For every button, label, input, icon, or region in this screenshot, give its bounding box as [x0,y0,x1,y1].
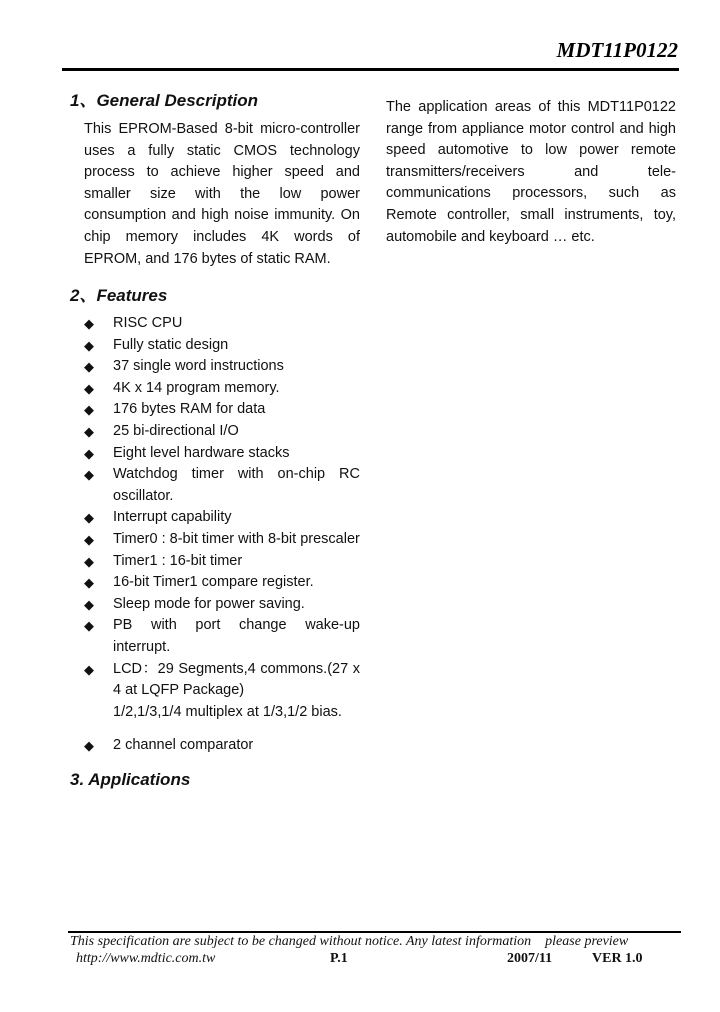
footer-date: 2007/11 [507,951,553,966]
diamond-bullet-icon: ◆ [84,618,94,634]
feature-item: ◆ Timer0 : 8-bit timer with 8-bit prescaler [84,529,360,551]
diamond-bullet-icon: ◆ [84,661,94,677]
feature-item: ◆ PB with port change wake-up interrupt. [84,617,360,655]
diamond-bullet-icon: ◆ [84,738,94,754]
diamond-bullet-icon: ◆ [84,337,94,353]
diamond-bullet-icon: ◆ [84,510,94,526]
footer-rule [68,931,681,933]
feature-item: ◆ 25 bi-directional I/O [84,421,360,443]
diamond-bullet-icon: ◆ [84,531,94,547]
diamond-bullet-icon: ◆ [84,445,94,461]
feature-item: ◆ Eight level hardware stacks [84,443,360,465]
feature-item: ◆ 176 bytes RAM for data [84,399,360,421]
diamond-bullet-icon: ◆ [84,596,94,612]
header-rule [62,68,679,71]
feature-item: ◆ RISC CPU [84,313,360,335]
section-title-features: 2、Features [70,286,168,305]
section-title-general-description: 1、General Description [70,91,259,110]
part-number: MDT11P0122 [556,38,678,62]
feature-item: ◆ Timer1 : 16-bit timer [84,551,360,573]
feature-item: ◆ Interrupt capability [84,507,360,529]
feature-item: ◆ Sleep mode for power saving. [84,594,360,616]
diamond-bullet-icon: ◆ [84,575,94,591]
diamond-bullet-icon: ◆ [84,423,94,439]
diamond-bullet-icon: ◆ [84,553,94,569]
diamond-bullet-icon: ◆ [84,402,94,418]
feature-item: ◆ LCD：29 Segments,4 commons.(27 x 4 at LQFP Package) 1/2,1/3,1/4 multiplex at 1/3,1/2 bias. [84,659,360,724]
feature-item: ◆ Watchdog timer with on-chip RC oscillator. [84,466,360,504]
footer-page-number: P.1 [330,951,348,966]
feature-item: ◆ 2 channel comparator [84,735,360,757]
feature-item-note: 1/2,1/3,1/4 multiplex at 1/3,1/2 bias. [113,703,342,720]
applications-text: The application areas of this MDT11P0122 range from appliance motor control and high speed automotive to low power remote transmitters/receivers and tele-communications processors, such as Remote controller, small instruments, toy, automobile and keyboard … etc. [386,99,676,245]
section-title-applications: 3. Applications [70,770,191,789]
feature-item: ◆ 4K x 14 program memory. [84,378,360,400]
feature-item: ◆ 16-bit Timer1 compare register. [84,572,360,594]
diamond-bullet-icon: ◆ [84,467,94,483]
feature-item: ◆ 37 single word instructions [84,356,360,378]
diamond-bullet-icon: ◆ [84,380,94,396]
diamond-bullet-icon: ◆ [84,316,94,331]
feature-item: ◆ Fully static design [84,335,360,357]
footer-version: VER 1.0 [592,951,643,966]
diamond-bullet-icon: ◆ [84,359,94,375]
footer-notice: This specification are subject to be changed without notice. Any latest information please preview [70,934,629,949]
features-list [84,313,360,757]
general-description-text: This EPROM-Based 8-bit micro-controller uses a fully static CMOS technology process to achieve higher speed and smaller size with the low power consumption and high noise immunity. On chip memory includes 4K words of EPROM, and 176 bytes of static RAM. [84,121,360,267]
footer-url: http://www.mdtic.com.tw [76,951,216,966]
